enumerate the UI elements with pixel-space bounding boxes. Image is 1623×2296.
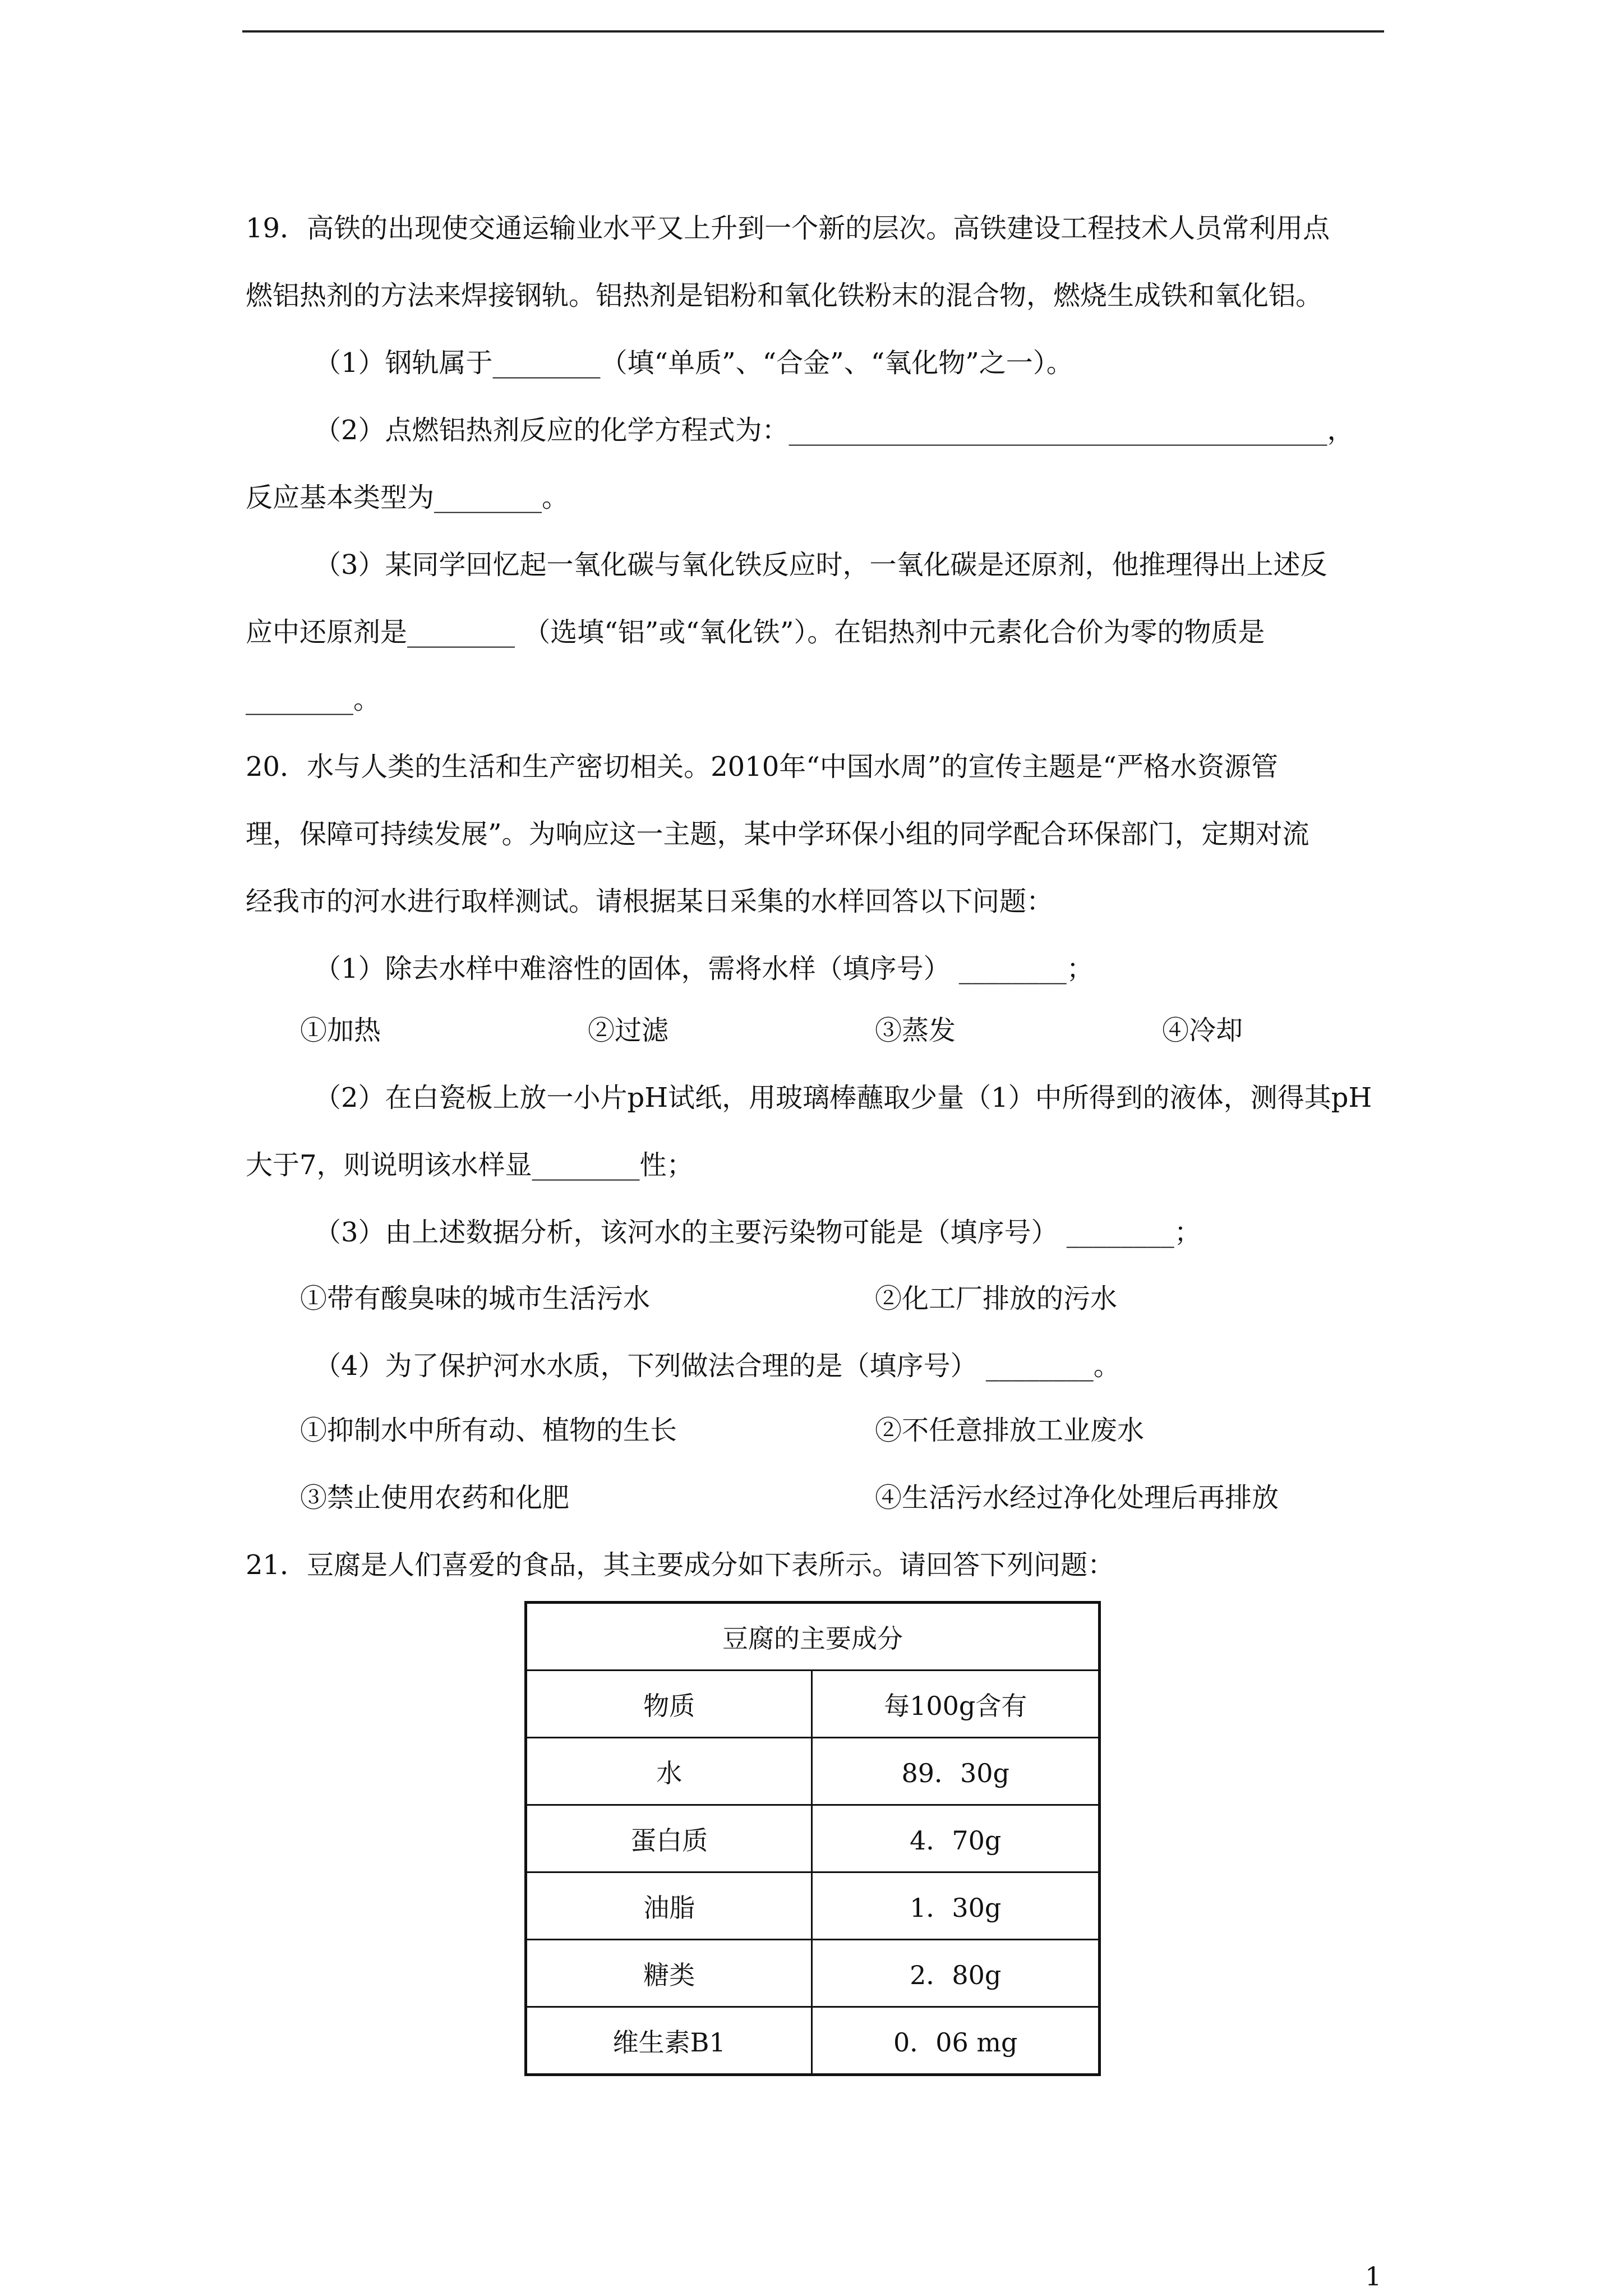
table-cell: 糖类 [526, 1940, 812, 2007]
table-header-row [526, 1671, 1100, 1738]
table-header-cell: 每100g含有 [812, 1671, 1100, 1738]
header-rule [242, 30, 1384, 33]
q19-line-2: 燃铝热剂的方法来焊接钢轨。铝热剂是铝粉和氧化铁粉末的混合物，燃烧生成铁和氧化铝。 [246, 280, 1323, 311]
q19-part3-cont: 应中还原剂是________ （选填“铝”或“氧化铁”）。在铝热剂中元素化合价为零的物质是 [246, 616, 1265, 648]
q20-line-2: 理，保障可持续发展”。为响应这一主题，某中学环保小组的同学配合环保部门，定期对流 [246, 818, 1310, 850]
table-row [526, 1872, 1100, 1940]
q20-part1: （1）除去水样中难溶性的固体，需将水样（填序号） ________； [314, 953, 1094, 984]
table-cell: 维生素B1 [526, 2007, 812, 2075]
q19-part2-cont: 反应基本类型为________。 [246, 482, 569, 513]
table-cell: 0．06 mg [812, 2007, 1100, 2075]
q20-part2-cont: 大于7，则说明该水样显________性； [246, 1149, 694, 1181]
table-cell: 2．80g [812, 1940, 1100, 2007]
q20-option: ①加热 [300, 1015, 381, 1046]
table-header-cell: 物质 [526, 1671, 812, 1738]
q20-option: ④生活污水经过净化处理后再排放 [875, 1482, 1279, 1513]
q20-part2: （2）在白瓷板上放一小片pH试纸，用玻璃棒蘸取少量（1）中所得到的液体，测得其pH [314, 1082, 1372, 1114]
tofu-composition-table [524, 1601, 1101, 2076]
table-row [526, 2007, 1100, 2075]
q21-line-1: 21．豆腐是人们喜爱的食品，其主要成分如下表所示。请回答下列问题： [246, 1549, 1115, 1581]
table-title: 豆腐的主要成分 [526, 1603, 1100, 1671]
q20-option: ③禁止使用农药和化肥 [300, 1482, 570, 1513]
q19-line-1: 19．高铁的出现使交通运输业水平又上升到一个新的层次。高铁建设工程技术人员常利用点 [246, 213, 1330, 244]
q20-line-1: 20．水与人类的生活和生产密切相关。2010年“中国水周”的宣传主题是“严格水资源管 [246, 751, 1278, 783]
table-row [526, 1738, 1100, 1805]
q20-option: ②化工厂排放的污水 [875, 1283, 1118, 1314]
table-title-row [526, 1603, 1100, 1671]
table-cell: 1．30g [812, 1872, 1100, 1940]
q20-option: ④冷却 [1162, 1015, 1243, 1046]
q19-part3-blank: ________。 [246, 684, 381, 715]
q20-option: ②过滤 [588, 1015, 669, 1046]
table-cell: 蛋白质 [526, 1805, 812, 1872]
q20-line-3: 经我市的河水进行取样测试。请根据某日采集的水样回答以下问题： [246, 886, 1054, 917]
table-cell: 油脂 [526, 1872, 812, 1940]
q19-part1: （1）钢轨属于________（填“单质”、“合金”、“氧化物”之一）。 [314, 347, 1073, 379]
q20-option: ①带有酸臭味的城市生活污水 [300, 1283, 651, 1314]
table-row [526, 1940, 1100, 2007]
q20-option: ③蒸发 [875, 1015, 956, 1046]
table-cell: 89．30g [812, 1738, 1100, 1805]
q19-part2: （2）点燃铝热剂反应的化学方程式为：________________________________________， [314, 415, 1354, 446]
q20-part4: （4）为了保护河水水质，下列做法合理的是（填序号） ________。 [314, 1350, 1121, 1382]
table-cell: 水 [526, 1738, 812, 1805]
q20-option: ②不任意排放工业废水 [875, 1415, 1145, 1446]
table-cell: 4．70g [812, 1805, 1100, 1872]
q19-part3: （3）某同学回忆起一氧化碳与氧化铁反应时，一氧化碳是还原剂，他推理得出上述反 [314, 549, 1327, 581]
q20-option: ①抑制水中所有动、植物的生长 [300, 1415, 677, 1446]
table-row [526, 1805, 1100, 1872]
q20-part3: （3）由上述数据分析，该河水的主要污染物可能是（填序号） ________； [314, 1217, 1201, 1248]
page-number: 1 [1365, 2261, 1382, 2292]
